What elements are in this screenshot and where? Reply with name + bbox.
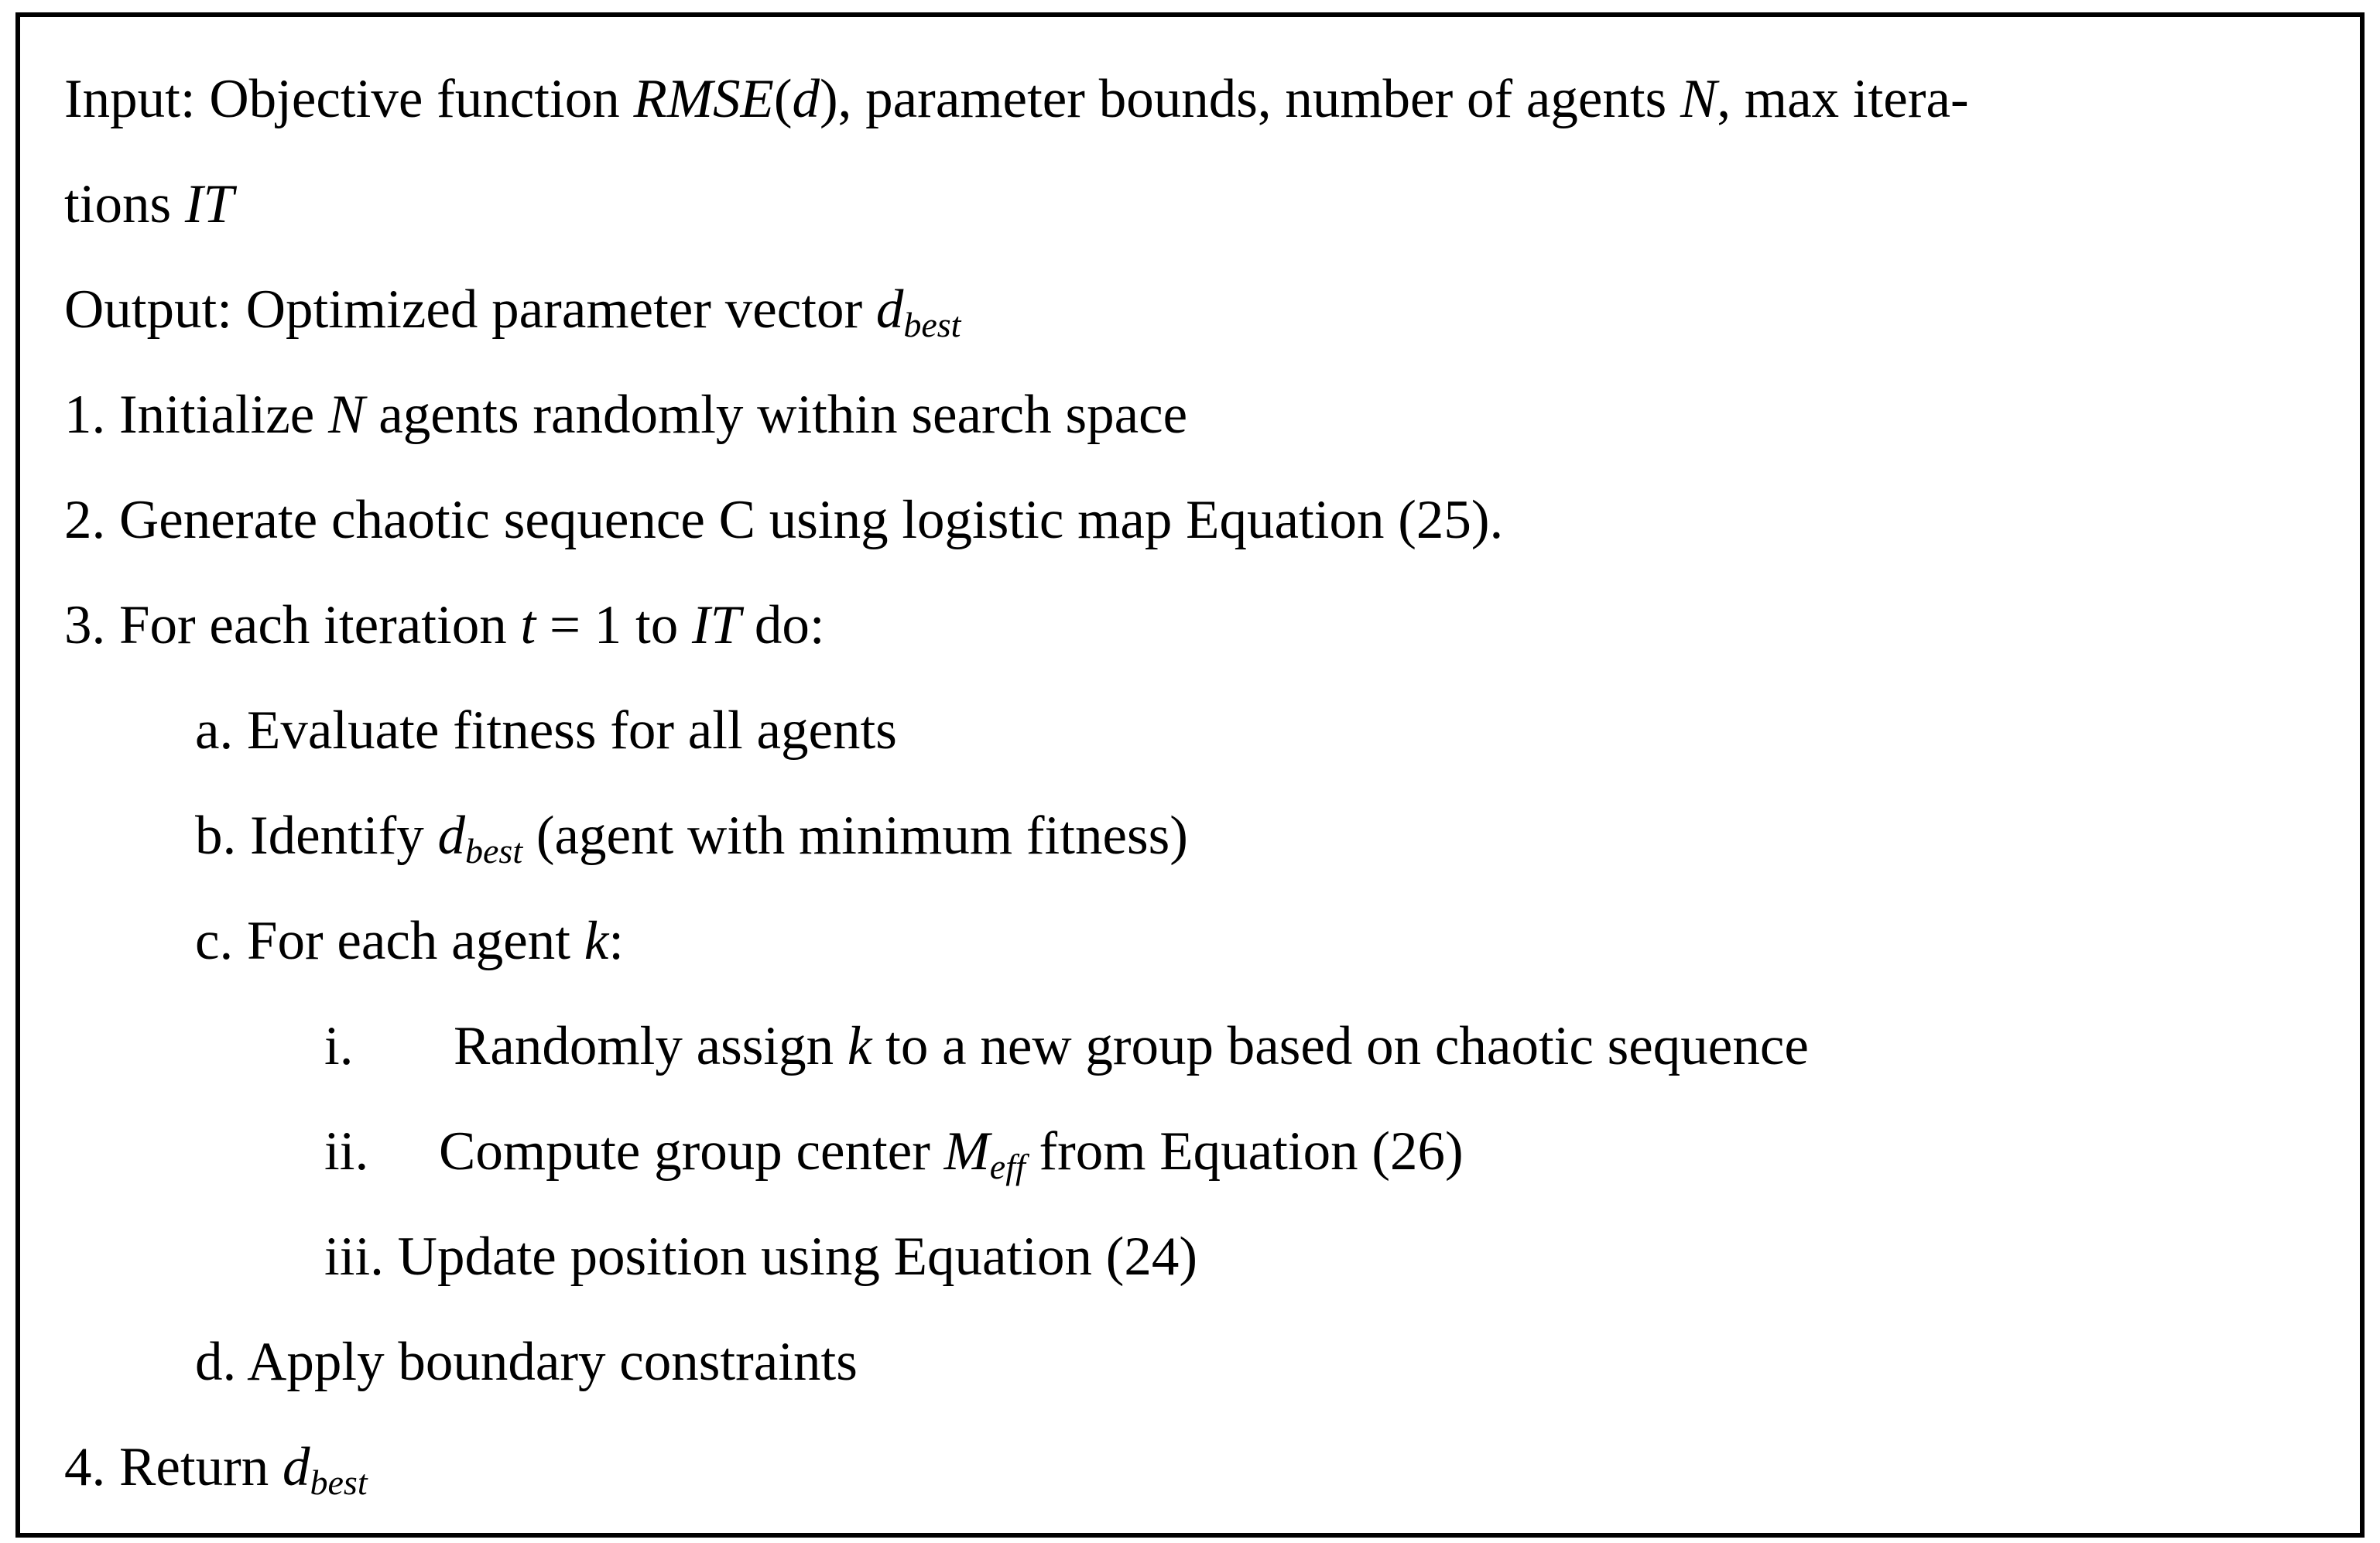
step-1	[64, 362, 1969, 467]
step-3a	[64, 678, 1969, 783]
step-text: c. For each agent	[195, 911, 584, 971]
k-symbol: k	[584, 911, 609, 971]
step-text: :	[608, 911, 624, 971]
step-marker: ii.	[324, 1121, 369, 1182]
step-3c-ii	[64, 1099, 1969, 1204]
best-subscript: best	[310, 1463, 368, 1502]
step-text: 1. Initialize	[64, 385, 329, 445]
step-text: Randomly assign	[454, 1016, 848, 1076]
step-3b	[64, 783, 1969, 888]
step-text: 3. For each iteration	[64, 595, 521, 655]
step-text: from Equation (26)	[1025, 1121, 1464, 1182]
best-subscript: best	[465, 831, 523, 871]
algorithm-box	[15, 12, 2365, 1538]
step-text: 4. Return	[64, 1437, 283, 1497]
step-text: to a new group based on chaotic sequence	[872, 1016, 1809, 1076]
k-symbol: k	[847, 1016, 872, 1076]
output-line	[64, 257, 1969, 362]
eff-subscript: eff	[989, 1147, 1026, 1186]
it-symbol: IT	[692, 595, 741, 655]
t-symbol: t	[520, 595, 536, 655]
step-text: (agent with minimum fitness)	[522, 806, 1188, 866]
step-2	[64, 467, 1969, 573]
step-text: 2. Generate chaotic sequence C using logistic map Equation (25).	[64, 490, 1504, 550]
step-text: iii. Update position using Equation (24)	[324, 1227, 1197, 1287]
rmse-symbol: RMSE	[633, 69, 774, 129]
m-symbol: M	[943, 1121, 990, 1182]
step-text: b. Identify	[195, 806, 438, 866]
step-3c-iii	[64, 1204, 1969, 1309]
step-marker: i.	[324, 1016, 354, 1076]
step-text: a. Evaluate fitness for all agents	[195, 700, 897, 761]
step-text: Compute group center	[439, 1121, 944, 1182]
input-tail: , max itera-	[1717, 69, 1969, 129]
step-text: do:	[741, 595, 825, 655]
step-3c-i	[64, 994, 1969, 1099]
d-symbol: d	[792, 69, 820, 129]
step-text: agents randomly within search space	[365, 385, 1188, 445]
d-symbol: d	[283, 1437, 310, 1497]
paren: )	[820, 69, 838, 129]
input-prefix: Input: Objective function	[64, 69, 634, 129]
d-symbol: d	[875, 279, 904, 340]
n-symbol: N	[328, 385, 365, 445]
n-symbol: N	[1680, 69, 1717, 129]
step-text: d. Apply boundary constraints	[195, 1332, 858, 1392]
step-4	[64, 1415, 1969, 1520]
input-line-cont	[64, 152, 1969, 257]
step-3d	[64, 1309, 1969, 1415]
input-cont: tions	[64, 174, 185, 234]
paren: (	[773, 69, 793, 129]
input-line	[64, 46, 1969, 152]
step-text: = 1 to	[536, 595, 693, 655]
output-prefix: Output: Optimized parameter vector	[64, 279, 876, 340]
input-mid: , parameter bounds, number of agents	[837, 69, 1680, 129]
algorithm-content	[64, 46, 1969, 1520]
it-symbol: IT	[184, 174, 234, 234]
step-3c	[64, 888, 1969, 994]
d-symbol: d	[437, 806, 466, 866]
step-3	[64, 573, 1969, 678]
best-subscript: best	[903, 305, 961, 344]
